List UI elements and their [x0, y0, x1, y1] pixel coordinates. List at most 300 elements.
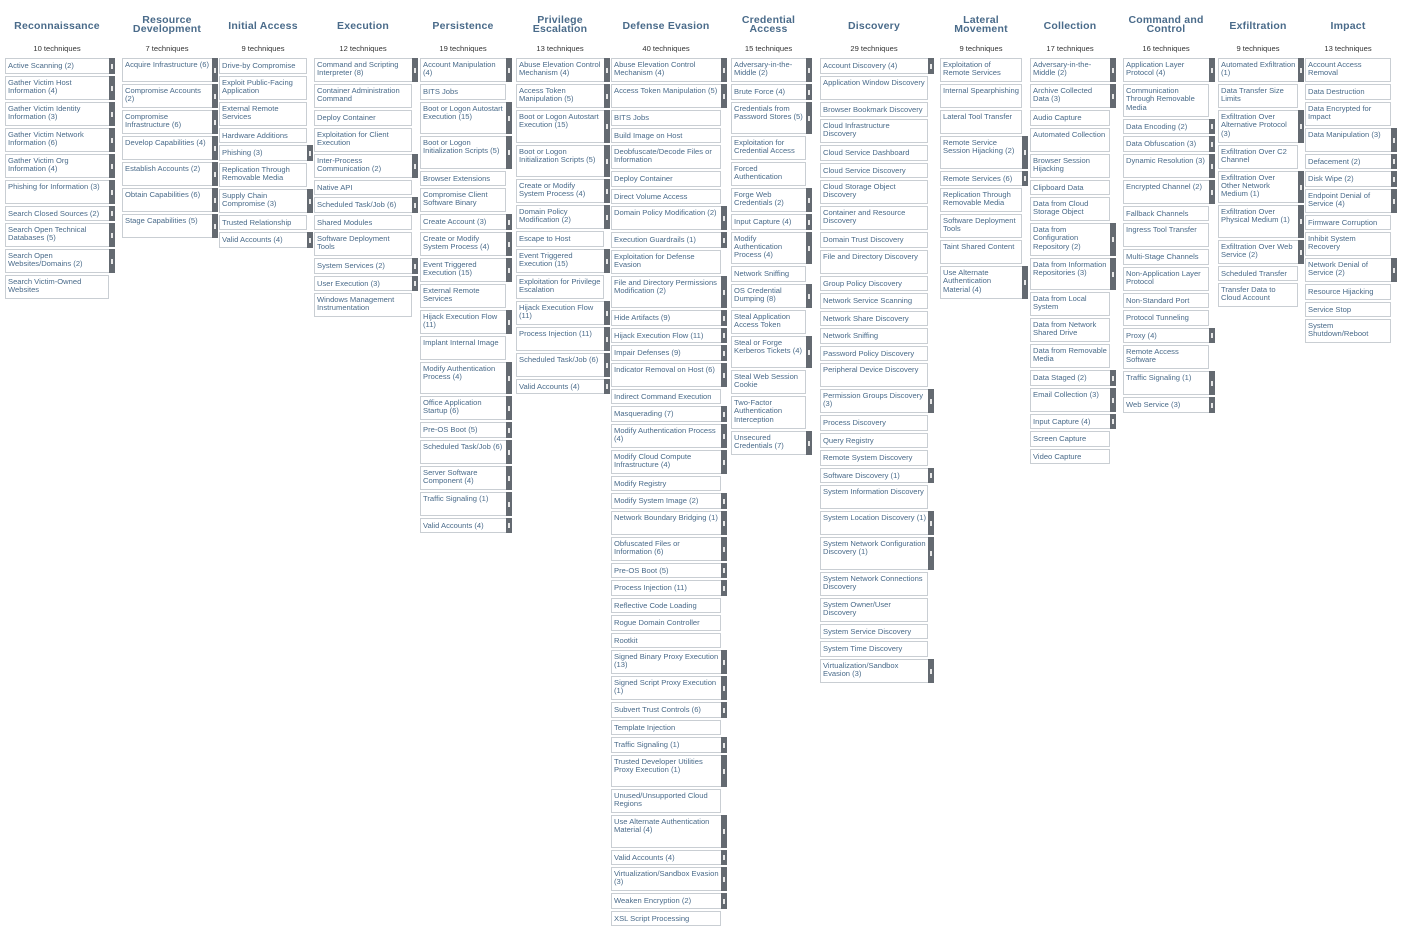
- expand-sub-techniques-handle[interactable]: [109, 58, 115, 74]
- technique-cell[interactable]: [611, 911, 721, 927]
- technique-name[interactable]: Adversary-in-the-Middle: [1033, 60, 1092, 78]
- technique-cell[interactable]: [516, 145, 604, 178]
- technique-cell[interactable]: [1305, 154, 1391, 170]
- technique-cell[interactable]: [611, 363, 721, 387]
- expand-sub-techniques-handle[interactable]: [1209, 328, 1215, 344]
- technique-cell[interactable]: [516, 327, 604, 351]
- technique-name[interactable]: Template Injection: [614, 722, 676, 732]
- technique-name[interactable]: Implant Internal Image: [423, 337, 499, 347]
- expand-sub-techniques-handle[interactable]: [721, 424, 727, 448]
- technique-name[interactable]: Build Image on Host: [614, 130, 683, 140]
- technique-name[interactable]: Exfiltration Over Web Service: [1221, 241, 1293, 259]
- technique-cell[interactable]: [820, 102, 928, 118]
- technique-cell[interactable]: [611, 110, 721, 126]
- technique-name[interactable]: Permission Groups Discovery: [823, 391, 924, 400]
- tactic-header[interactable]: [1030, 0, 1110, 56]
- expand-sub-techniques-handle[interactable]: [1110, 58, 1116, 82]
- technique-name[interactable]: Rogue Domain Controller: [614, 618, 700, 627]
- technique-cell[interactable]: [1030, 180, 1110, 196]
- expand-sub-techniques-handle[interactable]: [928, 511, 934, 535]
- technique-name[interactable]: Hijack Execution Flow: [614, 330, 689, 340]
- expand-sub-techniques-handle[interactable]: [721, 537, 727, 561]
- tactic-header[interactable]: [731, 0, 806, 56]
- tactic-title[interactable]: Collection: [1043, 20, 1097, 32]
- expand-sub-techniques-handle[interactable]: [506, 466, 512, 490]
- expand-sub-techniques-handle[interactable]: [604, 249, 610, 273]
- technique-cell[interactable]: [1030, 128, 1110, 152]
- technique-name[interactable]: Boot or Logon Initialization Scripts: [519, 146, 584, 164]
- technique-cell[interactable]: [219, 163, 307, 187]
- technique-cell[interactable]: [731, 284, 806, 308]
- technique-cell[interactable]: [122, 214, 212, 238]
- expand-sub-techniques-handle[interactable]: [604, 327, 610, 351]
- technique-name[interactable]: Process Discovery: [823, 418, 886, 427]
- technique-cell[interactable]: [1218, 171, 1298, 204]
- expand-sub-techniques-handle[interactable]: [721, 363, 727, 387]
- technique-name[interactable]: Steal or Forge Kerberos Tickets: [734, 337, 791, 355]
- expand-sub-techniques-handle[interactable]: [1298, 171, 1304, 204]
- technique-cell[interactable]: [731, 232, 806, 265]
- technique-cell[interactable]: [611, 720, 721, 736]
- tactic-title[interactable]: Initial Access: [228, 20, 298, 32]
- tactic-title[interactable]: Discovery: [848, 20, 900, 32]
- technique-cell[interactable]: [611, 650, 721, 674]
- technique-name[interactable]: Data from Cloud Storage Object: [1033, 199, 1089, 217]
- technique-name[interactable]: Exploitation of Remote Services: [943, 60, 1001, 78]
- technique-cell[interactable]: [731, 188, 806, 212]
- technique-cell[interactable]: [611, 232, 721, 248]
- technique-name[interactable]: Obtain Capabilities: [125, 190, 189, 199]
- technique-name[interactable]: System Location Discovery: [823, 513, 915, 522]
- technique-cell[interactable]: [516, 353, 604, 377]
- technique-cell[interactable]: [611, 476, 721, 492]
- technique-name[interactable]: File and Directory Discovery: [823, 251, 918, 261]
- technique-name[interactable]: Software Deployment Tools: [317, 234, 390, 252]
- technique-cell[interactable]: [1030, 414, 1110, 430]
- technique-name[interactable]: Data Manipulation: [1308, 129, 1370, 139]
- expand-sub-techniques-handle[interactable]: [721, 702, 727, 718]
- technique-cell[interactable]: [731, 431, 806, 455]
- technique-name[interactable]: File and Directory Permissions Modification: [614, 277, 717, 295]
- technique-cell[interactable]: [314, 215, 412, 231]
- tactic-title[interactable]: Reconnaissance: [14, 20, 100, 32]
- technique-name[interactable]: Remote Access Software: [1126, 347, 1179, 365]
- technique-cell[interactable]: [611, 702, 721, 718]
- technique-name[interactable]: Multi-Stage Channels: [1126, 252, 1199, 261]
- technique-cell[interactable]: [5, 102, 109, 126]
- tactic-title[interactable]: Lateral Movement: [954, 14, 1008, 35]
- technique-name[interactable]: Network Sniffing: [734, 269, 790, 278]
- technique-name[interactable]: Active Scanning: [8, 61, 63, 70]
- tactic-header[interactable]: [1305, 0, 1391, 56]
- expand-sub-techniques-handle[interactable]: [1391, 154, 1397, 170]
- technique-cell[interactable]: [731, 214, 806, 230]
- tactic-title[interactable]: Credential Access: [741, 14, 796, 35]
- technique-cell[interactable]: [820, 276, 928, 292]
- technique-name[interactable]: Screen Capture: [1033, 434, 1087, 443]
- technique-cell[interactable]: [1123, 328, 1209, 344]
- technique-cell[interactable]: [1123, 136, 1209, 152]
- technique-name[interactable]: Resource Hijacking: [1308, 287, 1374, 296]
- technique-cell[interactable]: [420, 171, 506, 187]
- technique-name[interactable]: Application Layer Protocol: [1126, 60, 1185, 78]
- technique-cell[interactable]: [314, 110, 412, 126]
- technique-cell[interactable]: [1123, 310, 1209, 326]
- technique-cell[interactable]: [611, 511, 721, 535]
- technique-cell[interactable]: [731, 396, 806, 429]
- expand-sub-techniques-handle[interactable]: [928, 537, 934, 570]
- expand-sub-techniques-handle[interactable]: [806, 84, 812, 100]
- technique-name[interactable]: Escape to Host: [519, 234, 571, 243]
- expand-sub-techniques-handle[interactable]: [721, 345, 727, 361]
- technique-cell[interactable]: [420, 258, 506, 282]
- technique-cell[interactable]: [314, 84, 412, 108]
- expand-sub-techniques-handle[interactable]: [109, 249, 115, 273]
- technique-name[interactable]: Exploitation for Client Execution: [317, 129, 389, 147]
- technique-cell[interactable]: [1123, 58, 1209, 82]
- expand-sub-techniques-handle[interactable]: [806, 232, 812, 265]
- technique-name[interactable]: Software Deployment Tools: [943, 216, 1016, 234]
- technique-cell[interactable]: [611, 789, 721, 813]
- technique-name[interactable]: Drive-by Compromise: [222, 61, 296, 70]
- expand-sub-techniques-handle[interactable]: [212, 110, 218, 134]
- technique-cell[interactable]: [820, 119, 928, 143]
- expand-sub-techniques-handle[interactable]: [506, 310, 512, 334]
- technique-name[interactable]: System Information Discovery: [823, 487, 924, 496]
- technique-cell[interactable]: [122, 84, 212, 108]
- technique-cell[interactable]: [1218, 58, 1298, 82]
- technique-name[interactable]: Deploy Container: [317, 113, 376, 122]
- technique-name[interactable]: Direct Volume Access: [614, 191, 688, 201]
- technique-cell[interactable]: [314, 128, 412, 152]
- technique-cell[interactable]: [1030, 84, 1110, 108]
- expand-sub-techniques-handle[interactable]: [806, 102, 812, 135]
- technique-cell[interactable]: [122, 162, 212, 186]
- technique-cell[interactable]: [420, 440, 506, 464]
- technique-name[interactable]: Search Open Technical Databases: [8, 225, 87, 243]
- technique-name[interactable]: Data Encoding: [1126, 121, 1176, 131]
- technique-cell[interactable]: [516, 231, 604, 247]
- technique-name[interactable]: Valid Accounts: [614, 852, 664, 862]
- technique-name[interactable]: Domain Trust Discovery: [823, 235, 904, 244]
- technique-name[interactable]: Access Token Manipulation: [519, 86, 566, 104]
- technique-name[interactable]: Signed Binary Proxy Execution: [614, 652, 719, 661]
- technique-name[interactable]: Hide Artifacts: [614, 313, 659, 322]
- technique-cell[interactable]: [219, 215, 307, 231]
- technique-cell[interactable]: [1030, 197, 1110, 221]
- technique-cell[interactable]: [1123, 119, 1209, 135]
- technique-cell[interactable]: [122, 136, 212, 160]
- expand-sub-techniques-handle[interactable]: [212, 188, 218, 212]
- technique-name[interactable]: Network Service Scanning: [823, 296, 913, 305]
- expand-sub-techniques-handle[interactable]: [721, 406, 727, 422]
- technique-name[interactable]: Gather Victim Network Information: [8, 129, 84, 147]
- technique-cell[interactable]: [314, 232, 412, 256]
- technique-cell[interactable]: [1030, 449, 1110, 465]
- technique-cell[interactable]: [731, 336, 806, 369]
- technique-cell[interactable]: [940, 110, 1022, 134]
- expand-sub-techniques-handle[interactable]: [1298, 110, 1304, 143]
- technique-name[interactable]: Scheduled Transfer: [1221, 268, 1287, 278]
- technique-cell[interactable]: [611, 537, 721, 561]
- technique-cell[interactable]: [611, 450, 721, 474]
- technique-name[interactable]: Exfiltration Over Other Network Medium: [1221, 172, 1276, 199]
- expand-sub-techniques-handle[interactable]: [604, 145, 610, 178]
- technique-cell[interactable]: [1305, 258, 1391, 282]
- technique-name[interactable]: Encrypted Channel: [1126, 181, 1191, 191]
- technique-name[interactable]: Ingress Tool Transfer: [1126, 225, 1197, 234]
- technique-cell[interactable]: [940, 266, 1022, 299]
- technique-name[interactable]: Subvert Trust Controls: [614, 705, 690, 714]
- technique-name[interactable]: Data from Configuration Repository: [1033, 225, 1079, 251]
- technique-name[interactable]: Internal Spearphishing: [943, 86, 1019, 95]
- technique-cell[interactable]: [1030, 370, 1110, 386]
- technique-name[interactable]: Supply Chain Compromise: [222, 190, 268, 208]
- technique-name[interactable]: Exploitation for Credential Access: [734, 138, 795, 156]
- technique-cell[interactable]: [731, 136, 806, 160]
- technique-name[interactable]: Use Alternate Authentication Material: [614, 817, 710, 835]
- technique-name[interactable]: Develop Capabilities: [125, 138, 195, 147]
- technique-name[interactable]: Taint Shared Content: [943, 242, 1015, 251]
- technique-cell[interactable]: [5, 223, 109, 247]
- technique-name[interactable]: Data from Information Repositories: [1033, 259, 1107, 277]
- technique-cell[interactable]: [1305, 102, 1391, 126]
- technique-name[interactable]: System Service Discovery: [823, 626, 912, 636]
- technique-name[interactable]: Boot or Logon Initialization Scripts: [423, 138, 488, 156]
- technique-cell[interactable]: [420, 336, 506, 360]
- expand-sub-techniques-handle[interactable]: [1110, 84, 1116, 108]
- technique-name[interactable]: Execution Guardrails: [614, 235, 685, 244]
- technique-cell[interactable]: [420, 518, 506, 534]
- technique-name[interactable]: Data Transfer Size Limits: [1221, 86, 1284, 104]
- expand-sub-techniques-handle[interactable]: [506, 396, 512, 420]
- technique-cell[interactable]: [611, 58, 721, 82]
- tactic-title[interactable]: Defense Evasion: [622, 20, 710, 32]
- expand-sub-techniques-handle[interactable]: [1298, 240, 1304, 264]
- tactic-title[interactable]: Resource Development: [132, 14, 202, 35]
- technique-cell[interactable]: [5, 249, 109, 273]
- expand-sub-techniques-handle[interactable]: [212, 214, 218, 238]
- expand-sub-techniques-handle[interactable]: [721, 737, 727, 753]
- technique-name[interactable]: Modify Authentication Process: [734, 233, 783, 260]
- technique-cell[interactable]: [1030, 318, 1110, 342]
- technique-name[interactable]: Two-Factor Authentication Interception: [734, 398, 783, 424]
- technique-cell[interactable]: [516, 275, 604, 299]
- technique-name[interactable]: Stage Capabilities: [125, 216, 187, 225]
- expand-sub-techniques-handle[interactable]: [604, 301, 610, 325]
- technique-cell[interactable]: [1030, 223, 1110, 256]
- technique-cell[interactable]: [1305, 128, 1391, 152]
- technique-cell[interactable]: [1305, 302, 1391, 318]
- technique-name[interactable]: Remote System Discovery: [823, 453, 913, 462]
- technique-name[interactable]: Forced Authentication: [734, 164, 783, 182]
- technique-cell[interactable]: [611, 145, 721, 169]
- technique-cell[interactable]: [820, 511, 928, 535]
- expand-sub-techniques-handle[interactable]: [1022, 136, 1028, 169]
- technique-cell[interactable]: [611, 189, 721, 205]
- technique-cell[interactable]: [219, 128, 307, 144]
- technique-name[interactable]: Application Window Discovery: [823, 77, 925, 87]
- technique-name[interactable]: Search Victim-Owned Websites: [8, 277, 82, 295]
- expand-sub-techniques-handle[interactable]: [1209, 58, 1215, 82]
- expand-sub-techniques-handle[interactable]: [1391, 189, 1397, 213]
- technique-name[interactable]: Exploitation for Privilege Escalation: [519, 276, 601, 294]
- technique-name[interactable]: System Shutdown/Reboot: [1308, 321, 1369, 339]
- technique-name[interactable]: Protocol Tunneling: [1126, 313, 1189, 322]
- expand-sub-techniques-handle[interactable]: [1022, 171, 1028, 187]
- technique-cell[interactable]: [516, 84, 604, 108]
- technique-cell[interactable]: [611, 310, 721, 326]
- expand-sub-techniques-handle[interactable]: [806, 336, 812, 369]
- technique-name[interactable]: Exfiltration Over Alternative Protocol: [1221, 112, 1287, 130]
- technique-name[interactable]: Boot or Logon Autostart Execution: [423, 103, 503, 121]
- technique-cell[interactable]: [940, 214, 1022, 238]
- technique-name[interactable]: Non-Standard Port: [1126, 295, 1190, 305]
- technique-name[interactable]: Hijack Execution Flow: [519, 302, 594, 312]
- expand-sub-techniques-handle[interactable]: [1209, 154, 1215, 178]
- technique-cell[interactable]: [314, 293, 412, 317]
- technique-cell[interactable]: [731, 58, 806, 82]
- technique-name[interactable]: Service Stop: [1308, 304, 1352, 314]
- expand-sub-techniques-handle[interactable]: [412, 197, 418, 213]
- expand-sub-techniques-handle[interactable]: [721, 815, 727, 848]
- technique-cell[interactable]: [1030, 110, 1110, 126]
- technique-cell[interactable]: [1030, 431, 1110, 447]
- technique-name[interactable]: Valid Accounts: [222, 235, 272, 244]
- technique-name[interactable]: Peripheral Device Discovery: [823, 365, 919, 374]
- technique-cell[interactable]: [820, 389, 928, 413]
- technique-cell[interactable]: [731, 266, 806, 282]
- expand-sub-techniques-handle[interactable]: [412, 154, 418, 178]
- technique-name[interactable]: Compromise Infrastructure: [125, 112, 170, 130]
- expand-sub-techniques-handle[interactable]: [604, 84, 610, 108]
- technique-cell[interactable]: [611, 850, 721, 866]
- technique-cell[interactable]: [516, 379, 604, 395]
- expand-sub-techniques-handle[interactable]: [604, 58, 610, 82]
- technique-cell[interactable]: [1030, 58, 1110, 82]
- technique-name[interactable]: Account Manipulation: [423, 60, 496, 69]
- tactic-header[interactable]: [314, 0, 412, 56]
- technique-cell[interactable]: [1218, 240, 1298, 264]
- technique-name[interactable]: Compromise Accounts: [125, 86, 201, 95]
- technique-name[interactable]: Impair Defenses: [614, 348, 670, 357]
- expand-sub-techniques-handle[interactable]: [109, 180, 115, 204]
- technique-cell[interactable]: [820, 232, 928, 248]
- technique-name[interactable]: Shared Modules: [317, 217, 373, 227]
- technique-name[interactable]: XSL Script Processing: [614, 913, 690, 923]
- technique-name[interactable]: Exfiltration Over C2 Channel: [1221, 146, 1287, 164]
- tactic-header[interactable]: [1218, 0, 1298, 56]
- technique-name[interactable]: Exfiltration Over Physical Medium: [1221, 207, 1279, 225]
- technique-cell[interactable]: [516, 205, 604, 229]
- technique-name[interactable]: User Execution: [317, 278, 369, 288]
- technique-cell[interactable]: [420, 284, 506, 308]
- technique-name[interactable]: OS Credential Dumping: [734, 285, 782, 303]
- technique-cell[interactable]: [1123, 206, 1209, 222]
- technique-name[interactable]: Rootkit: [614, 635, 638, 645]
- technique-cell[interactable]: [611, 815, 721, 848]
- technique-name[interactable]: System Services: [317, 261, 374, 270]
- expand-sub-techniques-handle[interactable]: [1209, 136, 1215, 152]
- technique-cell[interactable]: [314, 154, 412, 178]
- expand-sub-techniques-handle[interactable]: [721, 328, 727, 344]
- technique-cell[interactable]: [420, 84, 506, 100]
- technique-name[interactable]: Scheduled Task/Job: [423, 441, 491, 451]
- technique-name[interactable]: Input Capture: [1033, 416, 1080, 426]
- expand-sub-techniques-handle[interactable]: [506, 102, 512, 135]
- expand-sub-techniques-handle[interactable]: [109, 76, 115, 100]
- technique-cell[interactable]: [611, 493, 721, 509]
- technique-cell[interactable]: [820, 485, 928, 509]
- technique-cell[interactable]: [1123, 180, 1209, 204]
- technique-name[interactable]: Windows Management Instrumentation: [317, 295, 395, 313]
- technique-name[interactable]: Modify Cloud Compute Infrastructure: [614, 451, 692, 469]
- technique-cell[interactable]: [611, 406, 721, 422]
- technique-cell[interactable]: [820, 206, 928, 230]
- tactic-title[interactable]: Execution: [337, 20, 389, 32]
- technique-name[interactable]: Signed Script Proxy Execution: [614, 678, 717, 687]
- expand-sub-techniques-handle[interactable]: [806, 284, 812, 308]
- technique-name[interactable]: Pre-OS Boot: [423, 425, 467, 434]
- technique-cell[interactable]: [820, 624, 928, 640]
- technique-cell[interactable]: [611, 676, 721, 700]
- technique-cell[interactable]: [1123, 267, 1209, 291]
- technique-cell[interactable]: [731, 310, 806, 334]
- technique-cell[interactable]: [516, 179, 604, 203]
- technique-cell[interactable]: [820, 468, 928, 484]
- technique-cell[interactable]: [1305, 84, 1391, 100]
- technique-cell[interactable]: [1030, 258, 1110, 291]
- expand-sub-techniques-handle[interactable]: [506, 492, 512, 516]
- technique-cell[interactable]: [820, 659, 928, 683]
- expand-sub-techniques-handle[interactable]: [1022, 266, 1028, 299]
- technique-cell[interactable]: [820, 293, 928, 309]
- technique-cell[interactable]: [219, 145, 307, 161]
- technique-cell[interactable]: [516, 249, 604, 273]
- technique-cell[interactable]: [820, 598, 928, 622]
- technique-cell[interactable]: [611, 633, 721, 649]
- technique-cell[interactable]: [820, 180, 928, 204]
- technique-cell[interactable]: [420, 422, 506, 438]
- technique-name[interactable]: Hijack Execution Flow: [423, 311, 498, 321]
- technique-name[interactable]: Proxy: [1126, 330, 1146, 340]
- technique-name[interactable]: Domain Policy Modification: [519, 207, 568, 225]
- technique-name[interactable]: Unused/Unsupported Cloud Regions: [614, 791, 708, 809]
- technique-name[interactable]: Establish Accounts: [125, 164, 189, 173]
- technique-name[interactable]: Pre-OS Boot: [614, 565, 658, 575]
- tactic-title[interactable]: Persistence: [432, 20, 494, 32]
- technique-cell[interactable]: [1218, 145, 1298, 169]
- expand-sub-techniques-handle[interactable]: [721, 563, 727, 579]
- technique-name[interactable]: Masquerading: [614, 409, 663, 418]
- technique-cell[interactable]: [219, 102, 307, 126]
- expand-sub-techniques-handle[interactable]: [1110, 223, 1116, 256]
- technique-name[interactable]: Network Denial of Service: [1308, 260, 1368, 278]
- technique-cell[interactable]: [420, 362, 506, 395]
- technique-cell[interactable]: [820, 433, 928, 449]
- tactic-header[interactable]: [820, 0, 928, 56]
- technique-cell[interactable]: [820, 537, 928, 570]
- technique-name[interactable]: Browser Extensions: [423, 173, 491, 183]
- technique-name[interactable]: Email Collection: [1033, 389, 1088, 399]
- technique-cell[interactable]: [420, 466, 506, 490]
- technique-cell[interactable]: [420, 136, 506, 169]
- technique-cell[interactable]: [820, 328, 928, 344]
- expand-sub-techniques-handle[interactable]: [721, 850, 727, 866]
- technique-name[interactable]: Modify Authentication Process: [423, 363, 496, 381]
- technique-name[interactable]: Automated Exfiltration: [1221, 60, 1296, 69]
- technique-cell[interactable]: [516, 110, 604, 143]
